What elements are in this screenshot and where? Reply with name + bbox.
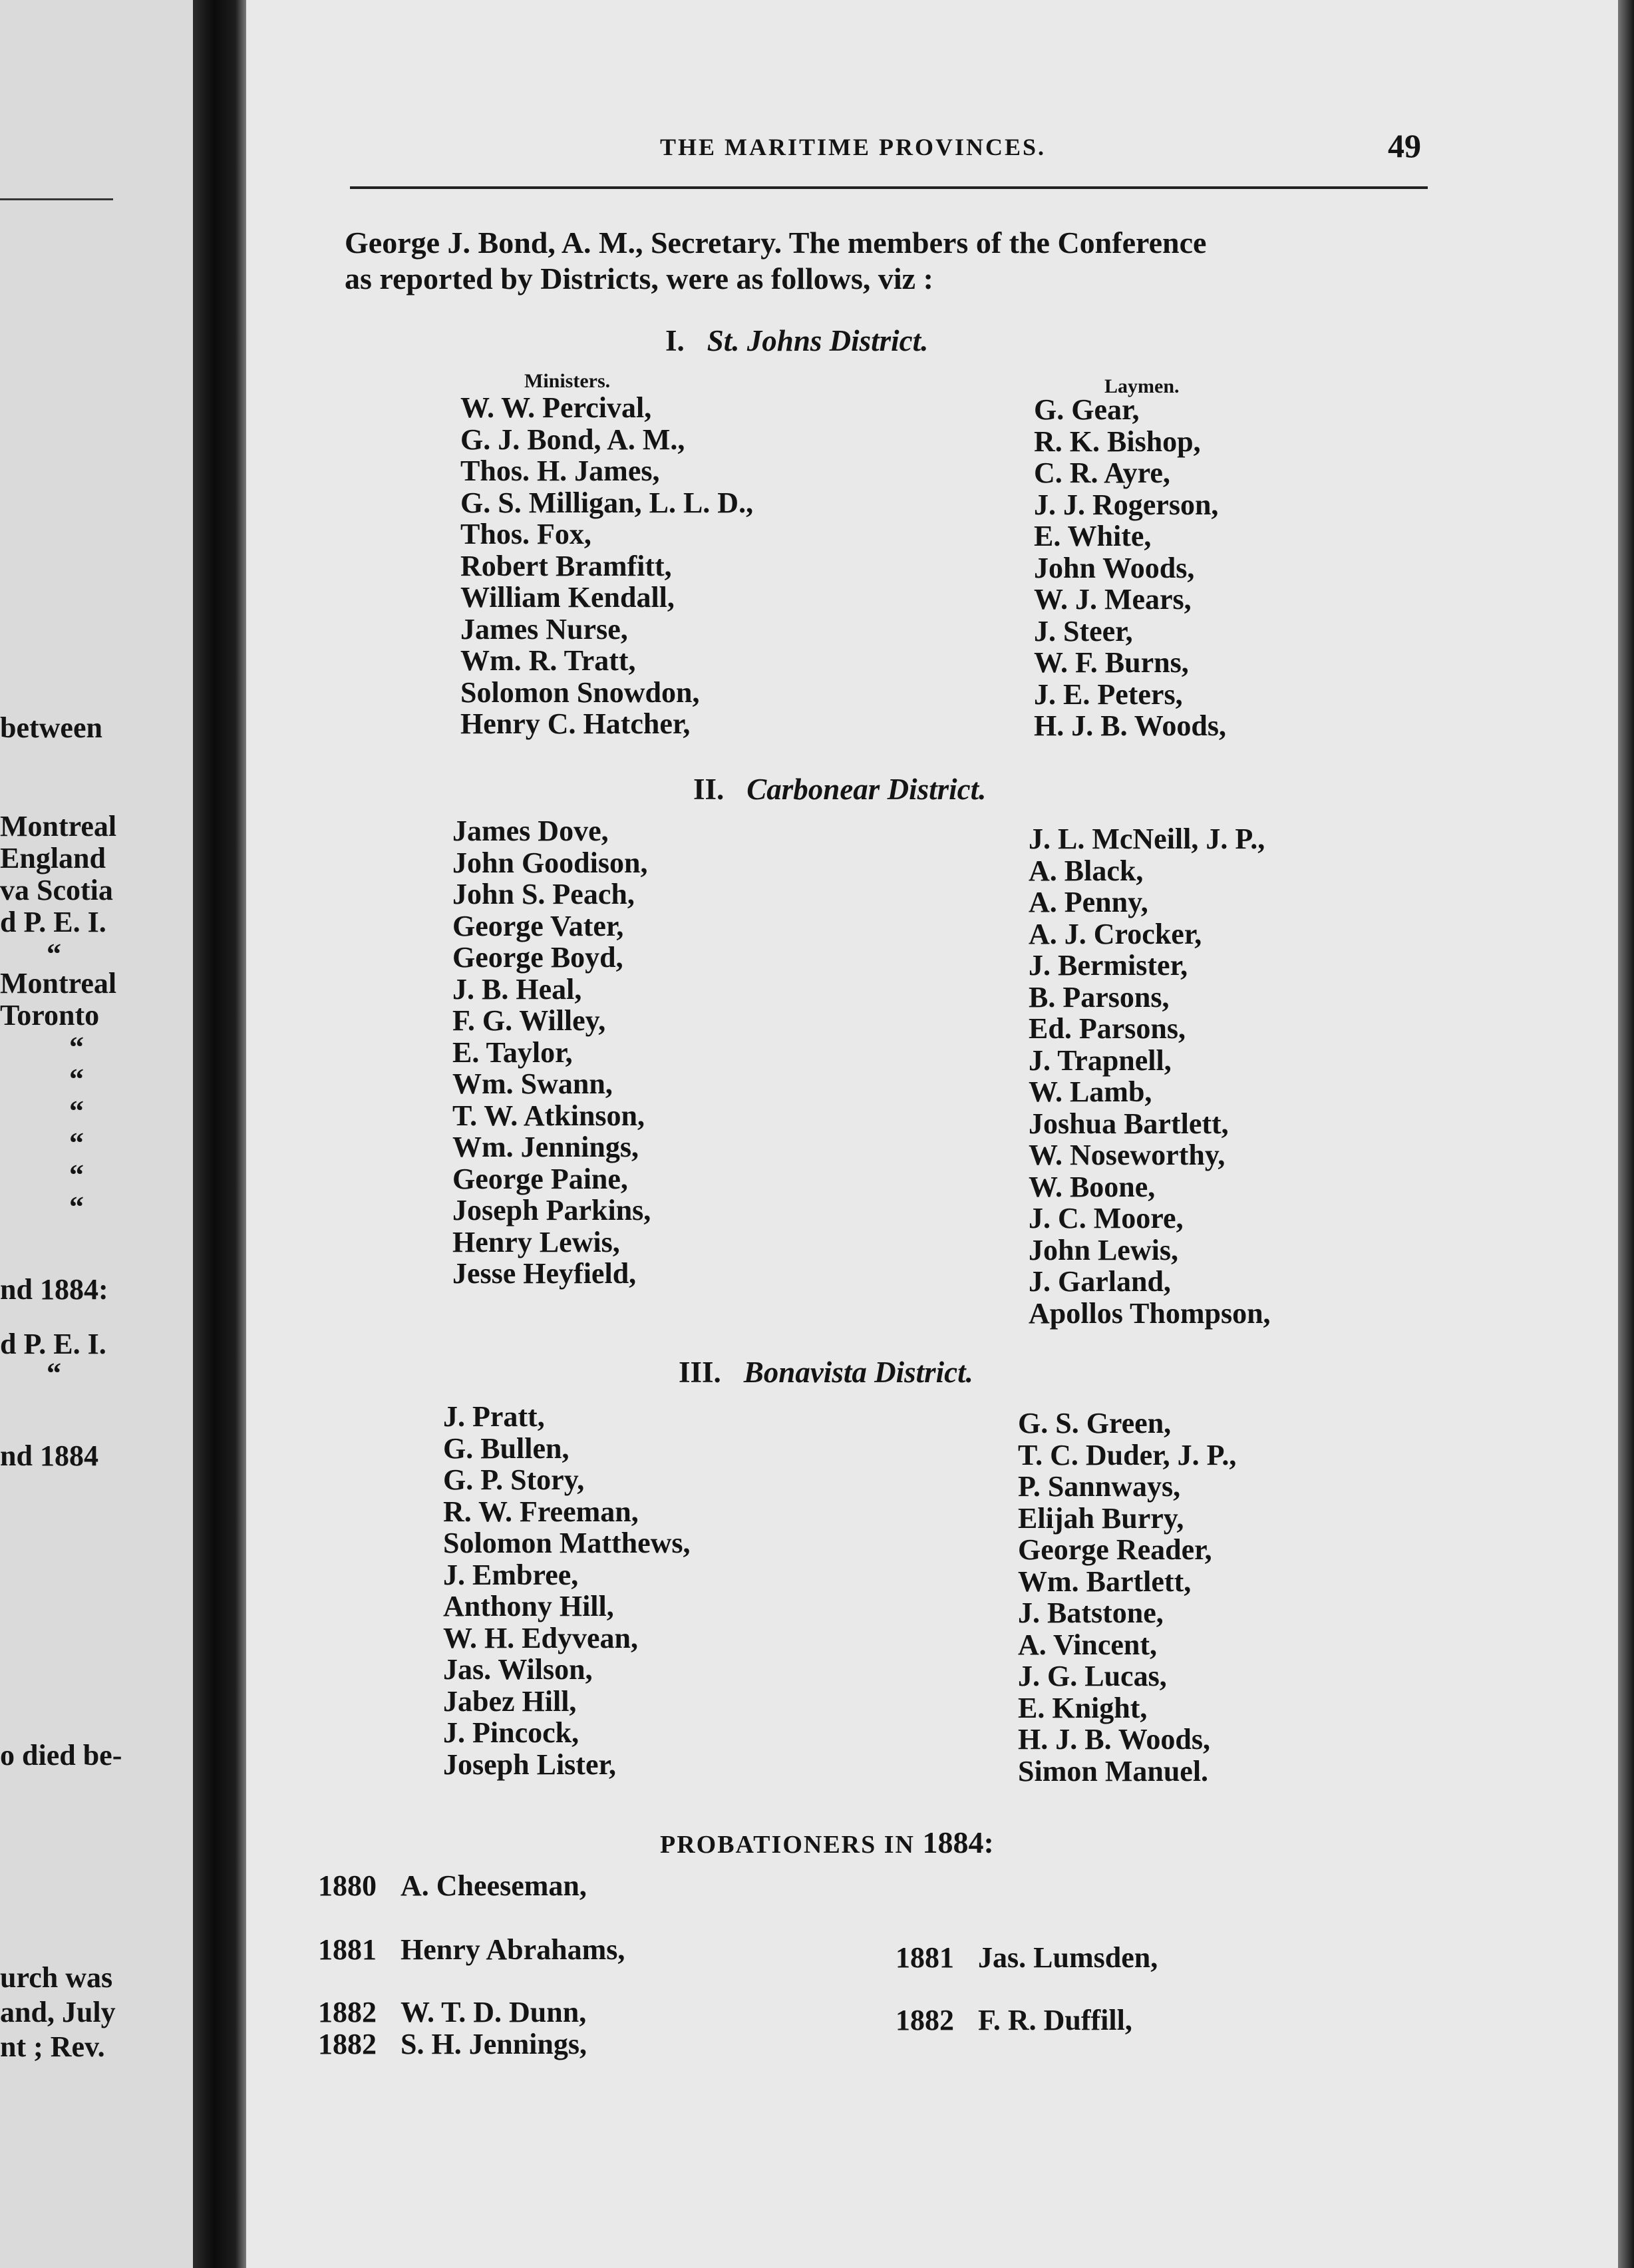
layman-name: W. Lamb, — [1029, 1075, 1152, 1108]
layman-name: J. J. Rogerson, — [1034, 488, 1219, 521]
minister-name: Solomon Matthews, — [443, 1527, 691, 1559]
district-heading-carbonear — [693, 772, 986, 807]
minister-name: G. S. Milligan, L. L. D., — [460, 486, 754, 519]
layman-name: H. J. B. Woods, — [1018, 1723, 1210, 1756]
minister-name: Jesse Heyfield, — [452, 1257, 637, 1290]
minister-name: G. Bullen, — [443, 1431, 570, 1465]
book-gutter — [193, 0, 246, 2268]
layman-name: W. J. Mears, — [1034, 583, 1192, 616]
facing-text-line: va Scotia — [0, 874, 113, 906]
probationers-heading-year: 1884: — [922, 1825, 994, 1859]
probationer-year: 1882 — [318, 2028, 377, 2060]
laymen-column-label: Laymen. — [1104, 375, 1180, 397]
minister-name: G. P. Story, — [443, 1463, 585, 1496]
facing-text-line: Montreal — [0, 967, 117, 1000]
layman-name: T. C. Duder, J. P., — [1018, 1438, 1237, 1471]
layman-name: E. Knight, — [1018, 1691, 1148, 1724]
layman-name: J. Steer, — [1034, 614, 1133, 648]
facing-text-line: d P. E. I. — [0, 1328, 106, 1360]
facing-text-line: nd 1884 — [0, 1439, 98, 1472]
facing-text-line: “ — [69, 1095, 84, 1127]
probationer-year: 1882 — [318, 1996, 377, 2028]
facing-text-line: d P. E. I. — [0, 906, 106, 938]
intro-line-1: George J. Bond, A. M., Secretary. The members of the Conference — [345, 226, 1207, 260]
minister-name: Thos. Fox, — [460, 518, 591, 550]
probationer-entry — [318, 1995, 586, 2029]
ministers-column-label: Ministers. — [524, 370, 611, 392]
minister-name: Jabez Hill, — [443, 1684, 577, 1718]
layman-name: G. S. Green, — [1018, 1407, 1172, 1439]
probationer-entry — [318, 1933, 625, 1967]
minister-name: Solomon Snowdon, — [460, 675, 700, 709]
layman-name: C. R. Ayre, — [1034, 457, 1170, 489]
facing-text-line: Montreal — [0, 810, 117, 843]
st-johns-laymen-list — [1034, 394, 1226, 742]
layman-name: John Woods, — [1034, 551, 1195, 584]
layman-name: Ed. Parsons, — [1029, 1012, 1186, 1045]
layman-name: George Reader, — [1018, 1533, 1212, 1566]
minister-name: Joseph Parkins, — [452, 1194, 651, 1227]
probationer-name: A. Cheeseman, — [401, 1869, 587, 1902]
minister-name: John S. Peach, — [452, 878, 635, 910]
probationer-entry — [896, 1941, 1158, 1975]
facing-text-line: “ — [69, 1159, 84, 1191]
minister-name: E. Taylor, — [452, 1036, 573, 1069]
layman-name: A. J. Crocker, — [1029, 917, 1202, 950]
layman-name: W. Noseworthy, — [1029, 1139, 1226, 1171]
minister-name: George Paine, — [452, 1162, 628, 1195]
district-name: St. Johns District. — [707, 324, 929, 357]
minister-name: J. Embree, — [443, 1558, 579, 1591]
facing-text-line: “ — [47, 1357, 61, 1390]
layman-name: J. Bermister, — [1029, 949, 1188, 982]
probationer-year: 1881 — [318, 1933, 377, 1966]
layman-name: J. L. McNeill, J. P., — [1029, 823, 1265, 855]
carbonear-laymen-list — [1029, 823, 1271, 1329]
probationer-name: Jas. Lumsden, — [978, 1941, 1158, 1974]
minister-name: W. W. Percival, — [460, 391, 652, 424]
header-rule — [350, 186, 1428, 189]
layman-name: A. Penny, — [1029, 886, 1148, 918]
district-numeral: I. — [665, 324, 685, 357]
probationer-year: 1881 — [896, 1941, 954, 1974]
intro-line-2: as reported by Districts, were as follows, viz : — [345, 262, 933, 295]
layman-name: A. Vincent, — [1018, 1628, 1157, 1661]
facing-text-line: and, July — [0, 1996, 116, 2028]
minister-name: Henry C. Hatcher, — [460, 707, 691, 740]
district-name: Carbonear District. — [746, 773, 987, 806]
minister-name: James Dove, — [452, 815, 609, 847]
facing-text-line: “ — [47, 938, 61, 970]
bonavista-ministers-list — [443, 1401, 691, 1780]
facing-page-rule — [0, 198, 113, 200]
probationer-name: F. R. Duffill, — [978, 2004, 1132, 2036]
district-name: Bonavista District. — [743, 1356, 973, 1389]
running-title: THE MARITIME PROVINCES. — [660, 134, 1047, 160]
facing-text-line: nt ; Rev. — [0, 2030, 105, 2063]
minister-name: W. H. Edyvean, — [443, 1621, 639, 1654]
layman-name: R. K. Bishop, — [1034, 425, 1201, 458]
minister-name: Wm. R. Tratt, — [460, 644, 636, 677]
facing-text-line: “ — [69, 1127, 84, 1159]
layman-name: Elijah Burry, — [1018, 1501, 1184, 1535]
layman-name: Joshua Bartlett, — [1029, 1107, 1229, 1140]
layman-name: J. Trapnell, — [1029, 1043, 1172, 1077]
minister-name: T. W. Atkinson, — [452, 1099, 645, 1132]
minister-name: J. B. Heal, — [452, 972, 582, 1006]
layman-name: P. Sannways, — [1018, 1470, 1181, 1503]
minister-name: Thos. H. James, — [460, 455, 660, 487]
probationer-entry — [318, 1869, 587, 1903]
minister-name: John Goodison, — [452, 846, 648, 879]
minister-name: Robert Bramfitt, — [460, 549, 672, 582]
probationer-name: W. T. D. Dunn, — [401, 1996, 587, 2028]
probationer-name: S. H. Jennings, — [401, 2028, 587, 2060]
facing-text-line: between — [0, 711, 102, 744]
layman-name: J. C. Moore, — [1029, 1202, 1184, 1234]
minister-name: Jas. Wilson, — [443, 1653, 593, 1686]
layman-name: W. F. Burns, — [1034, 646, 1189, 679]
minister-name: Henry Lewis, — [452, 1225, 620, 1258]
facing-text-line: o died be- — [0, 1739, 122, 1772]
page-number: 49 — [1388, 127, 1421, 164]
probationer-entry — [896, 2003, 1132, 2037]
district-heading-st-johns — [665, 323, 928, 358]
district-numeral: III. — [679, 1356, 721, 1389]
minister-name: William Kendall, — [460, 581, 675, 614]
layman-name: W. Boone, — [1029, 1170, 1156, 1203]
layman-name: Simon Manuel. — [1018, 1754, 1209, 1788]
minister-name: Anthony Hill, — [443, 1590, 614, 1622]
layman-name: H. J. B. Woods, — [1034, 709, 1226, 742]
layman-name: E. White, — [1034, 520, 1152, 552]
facing-text-line: nd 1884: — [0, 1273, 108, 1306]
book-page — [246, 0, 1618, 2268]
probationers-heading — [660, 1825, 994, 1860]
layman-name: G. Gear, — [1034, 393, 1140, 426]
probationer-name: Henry Abrahams, — [401, 1933, 625, 1966]
facing-page-fragment — [0, 0, 193, 2268]
minister-name: George Boyd, — [452, 941, 623, 974]
facing-text-line: “ — [69, 1031, 84, 1063]
probationer-year: 1880 — [318, 1869, 377, 1902]
layman-name: Apollos Thompson, — [1029, 1296, 1271, 1330]
minister-name: R. W. Freeman, — [443, 1495, 639, 1528]
probationer-year: 1882 — [896, 2004, 954, 2036]
layman-name: J. G. Lucas, — [1018, 1660, 1167, 1692]
district-heading-bonavista — [679, 1355, 973, 1390]
minister-name: J. Pratt, — [443, 1400, 545, 1433]
probationers-heading-text: PROBATIONERS IN — [660, 1831, 915, 1859]
minister-name: James Nurse, — [460, 612, 628, 646]
minister-name: F. G. Willey, — [452, 1004, 606, 1037]
carbonear-ministers-list — [452, 815, 651, 1290]
facing-text-line: “ — [69, 1191, 84, 1223]
facing-text-line: urch was — [0, 1961, 113, 1994]
minister-name: G. J. Bond, A. M., — [460, 423, 685, 456]
layman-name: John Lewis, — [1029, 1233, 1178, 1266]
layman-name: B. Parsons, — [1029, 980, 1170, 1014]
layman-name: J. E. Peters, — [1034, 677, 1183, 711]
st-johns-ministers-list — [460, 392, 753, 740]
minister-name: George Vater, — [452, 909, 624, 942]
facing-text-line: Toronto — [0, 999, 100, 1032]
minister-name: Wm. Swann, — [452, 1067, 613, 1100]
layman-name: A. Black, — [1029, 854, 1144, 887]
probationer-entry — [318, 2027, 587, 2061]
facing-text-line: “ — [69, 1063, 84, 1095]
layman-name: J. Batstone, — [1018, 1597, 1164, 1629]
minister-name: Wm. Jennings, — [452, 1131, 639, 1163]
facing-text-line: England — [0, 842, 106, 874]
layman-name: Wm. Bartlett, — [1018, 1565, 1192, 1598]
page-right-edge — [1618, 0, 1634, 2268]
minister-name: Joseph Lister, — [443, 1748, 616, 1781]
district-numeral: II. — [693, 773, 725, 806]
layman-name: J. Garland, — [1029, 1265, 1171, 1298]
bonavista-laymen-list — [1018, 1408, 1236, 1787]
minister-name: J. Pincock, — [443, 1716, 579, 1749]
